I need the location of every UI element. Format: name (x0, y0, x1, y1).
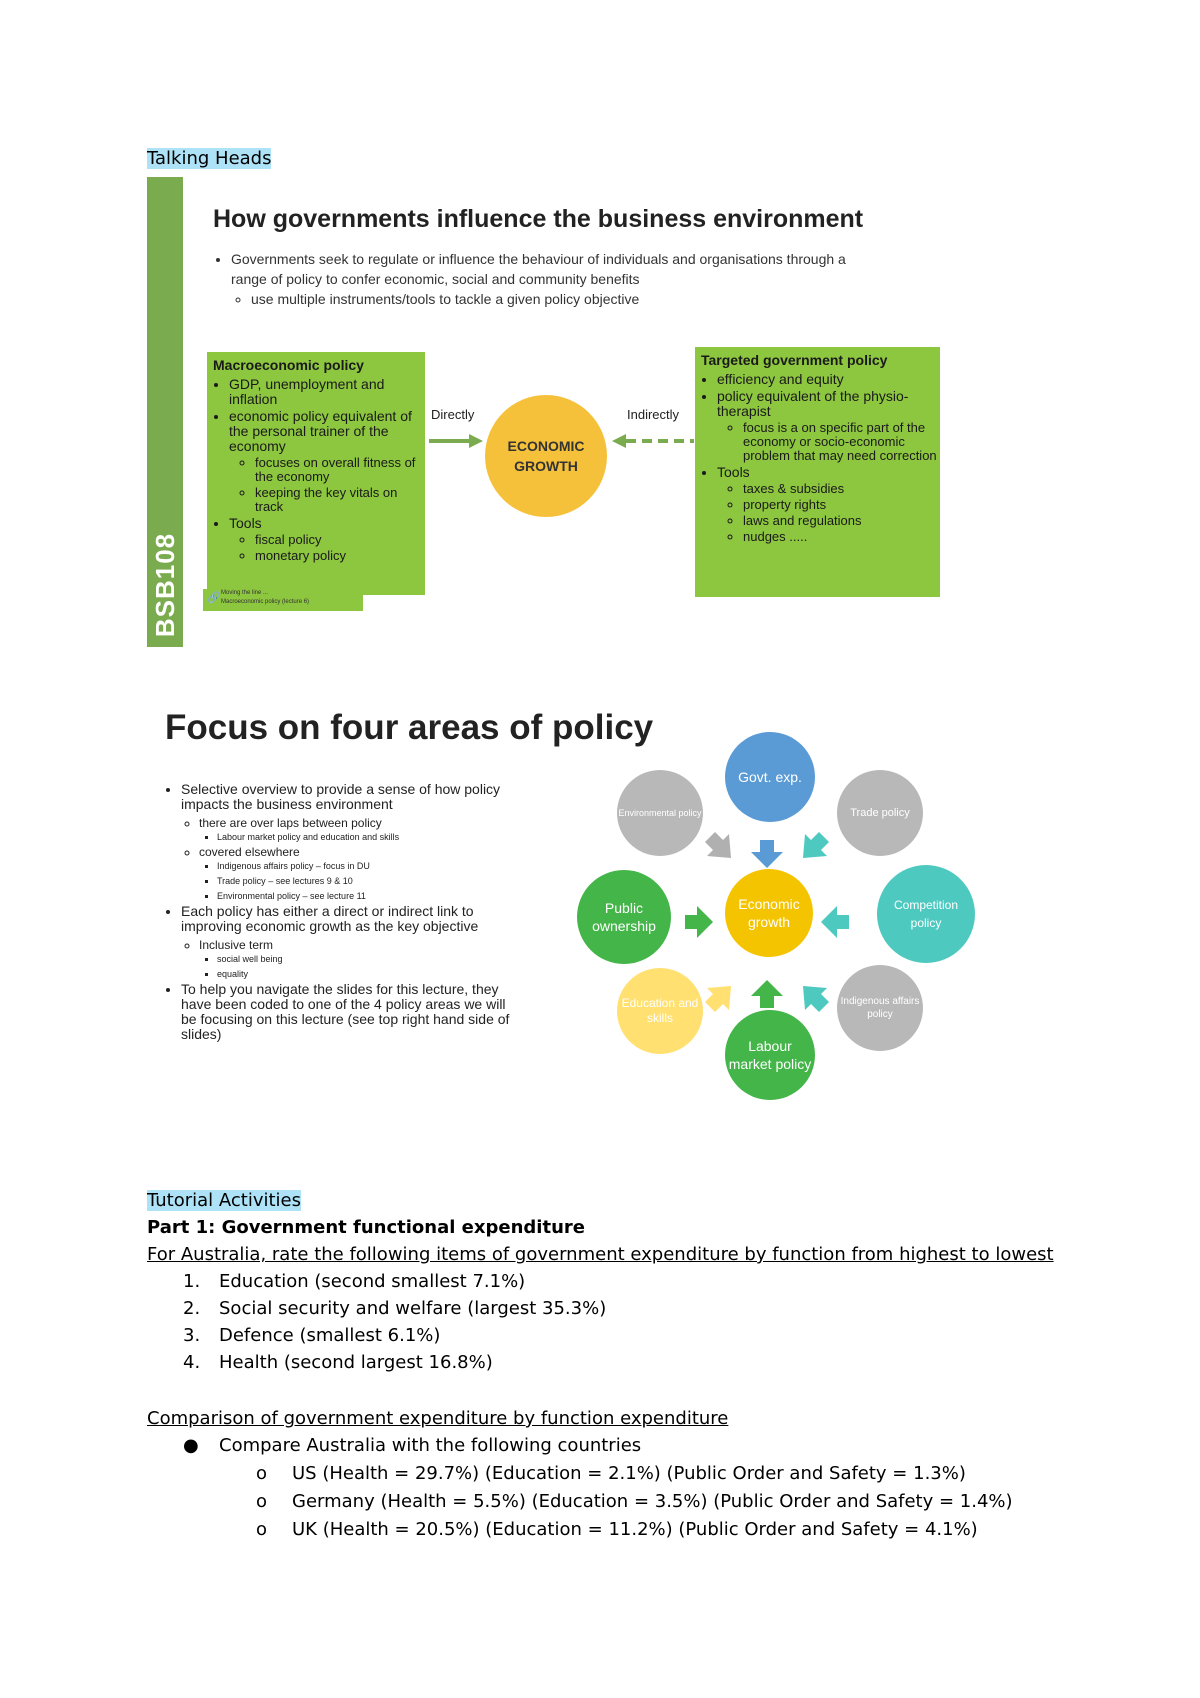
bullet-item: • Governments seek to regulate or influence the behaviour of individuals and organisations through a range of policy to confer economic, social and community benefits (231, 249, 863, 289)
list-item: 1. Education (second smallest 7.1%) (183, 1271, 526, 1292)
economic-growth-circle: Economic growth (725, 869, 813, 957)
sub-sub-bullet-item: ▪ Trade policy – see lectures 9 & 10 (217, 874, 510, 889)
list-item: • economic policy equivalent of the personal trainer of the economy (229, 409, 425, 454)
sub-bullet-item: ◦ covered elsewhere (199, 845, 510, 859)
list-item: 4. Health (second largest 16.8%) (183, 1352, 493, 1373)
circle-bullet-icon: o (256, 1519, 268, 1540)
link-text: Macroeconomic policy (lecture 6) (221, 599, 310, 605)
list-item: ◦ focus is a on specific part of the economy or socio-economic problem that may need correction (743, 421, 940, 463)
list-item: • Tools (229, 516, 425, 531)
list-item: o UK (Health = 20.5%) (Education = 11.2%) (Public Order and Safety = 4.1%) (256, 1519, 978, 1540)
list-item: 3. Defence (smallest 6.1%) (183, 1325, 441, 1346)
list-item: ● Compare Australia with the following countries (183, 1435, 642, 1456)
indigenous-affairs-circle: Indigenous affairs policy (837, 965, 923, 1051)
slide-sidebar (147, 177, 183, 647)
sub-sub-bullet-item: ▪ Environmental policy – see lecture 11 (217, 889, 510, 904)
circle-bullet-icon: o (256, 1463, 268, 1484)
slide-government-influence (147, 177, 947, 647)
education-skills-circle: Education and skills (617, 968, 703, 1054)
list-item: ◦ keeping the key vitals on track (255, 486, 425, 514)
sub-bullet-item: ◦ there are over laps between policy (199, 816, 510, 830)
environmental-policy-circle: Environmental policy (617, 770, 703, 856)
link-icon: 🔗 (207, 592, 221, 604)
part1-instruction: For Australia, rate the following items of government expenditure by function from highest to lowest (147, 1244, 1054, 1265)
list-item: ◦ nudges ..... (743, 530, 940, 544)
list-item: • Tools (717, 465, 940, 480)
slide-title: Focus on four areas of policy (165, 708, 654, 747)
list-item: ◦ property rights (743, 498, 940, 512)
slide-four-policy-areas (147, 690, 962, 1160)
public-ownership-circle: Public ownership (577, 870, 671, 964)
list-item: • efficiency and equity (717, 372, 940, 387)
part1-heading: Part 1: Government functional expenditure (147, 1217, 585, 1238)
circle-bullet-icon: o (256, 1491, 268, 1512)
list-item: ◦ fiscal policy (255, 533, 425, 547)
competition-policy-circle: Competition policy (877, 865, 975, 963)
sub-sub-bullet-item: ▪ equality (217, 967, 510, 982)
list-item: • GDP, unemployment and inflation (229, 377, 425, 407)
center-label-line1: ECONOMIC (507, 438, 585, 454)
directly-label: Directly (431, 407, 475, 422)
link-text: Moving the line ... (221, 590, 269, 596)
arrow-icon (803, 986, 829, 1012)
trade-policy-circle: Trade policy (837, 770, 923, 856)
slide-title: How governments influence the business environment (213, 205, 864, 233)
sub-sub-bullet-item: ▪ social well being (217, 952, 510, 967)
list-item: ◦ laws and regulations (743, 514, 940, 528)
govt-exp-circle: Govt. exp. (725, 732, 815, 822)
arrow-icon (751, 840, 783, 868)
box-heading: Targeted government policy (701, 352, 888, 368)
arrow-icon (803, 832, 829, 858)
sub-bullet-item: ◦ Inclusive term (199, 938, 510, 952)
arrow-icon (751, 980, 783, 1008)
macroeconomic-policy-box (207, 352, 425, 595)
direct-arrow-icon (425, 417, 485, 457)
bullet-item: • Selective overview to provide a sense of how policy impacts the business environment (181, 782, 510, 812)
sub-sub-bullet-item: ▪ Labour market policy and education and skills (217, 830, 510, 845)
bullet-icon: ● (183, 1435, 199, 1456)
bullet-item: • Each policy has either a direct or indirect link to improving economic growth as the key objective (181, 904, 510, 934)
comparison-heading: Comparison of government expenditure by function expenditure (147, 1408, 729, 1429)
slide-bullets (165, 782, 510, 1046)
sub-sub-bullet-item: ▪ Indigenous affairs policy – focus in DU (217, 859, 510, 874)
sub-bullet-item: ◦ use multiple instruments/tools to tackle a given policy objective (251, 289, 863, 309)
list-item: 2. Social security and welfare (largest 35.3%) (183, 1298, 607, 1319)
course-code-label: BSB108 (150, 532, 180, 638)
talking-heads-heading: Talking Heads (147, 148, 272, 169)
bullet-item: • To help you navigate the slides for this lecture, they have been coded to one of the 4 policy areas we will be focusing on this lecture (see top right hand side of slides) (181, 982, 510, 1042)
labour-market-circle: Labour market policy (725, 1010, 815, 1100)
list-item: o Germany (Health = 5.5%) (Education = 3.5%) (Public Order and Safety = 1.4%) (256, 1491, 1013, 1512)
list-item: ◦ taxes & subsidies (743, 482, 940, 496)
list-item: o US (Health = 29.7%) (Education = 2.1%) (Public Order and Safety = 1.3%) (256, 1463, 966, 1484)
tutorial-activities-heading: Tutorial Activities (147, 1190, 302, 1211)
targeted-policy-box (695, 347, 940, 597)
arrow-icon (705, 986, 731, 1012)
lecture-link-box[interactable] (203, 589, 363, 611)
indirect-arrow-icon (610, 417, 696, 457)
list-item: • policy equivalent of the physio-therapist (717, 389, 940, 419)
center-label-line2: GROWTH (514, 458, 578, 474)
arrow-icon (821, 906, 849, 938)
box-heading: Macroeconomic policy (213, 357, 364, 373)
economic-growth-circle (485, 395, 607, 517)
list-item: ◦ monetary policy (255, 549, 425, 563)
list-item: ◦ focuses on overall fitness of the economy (255, 456, 425, 484)
arrow-icon (685, 906, 713, 938)
slide-bullets (213, 249, 863, 309)
arrow-icon (705, 832, 731, 858)
indirectly-label: Indirectly (627, 407, 680, 422)
